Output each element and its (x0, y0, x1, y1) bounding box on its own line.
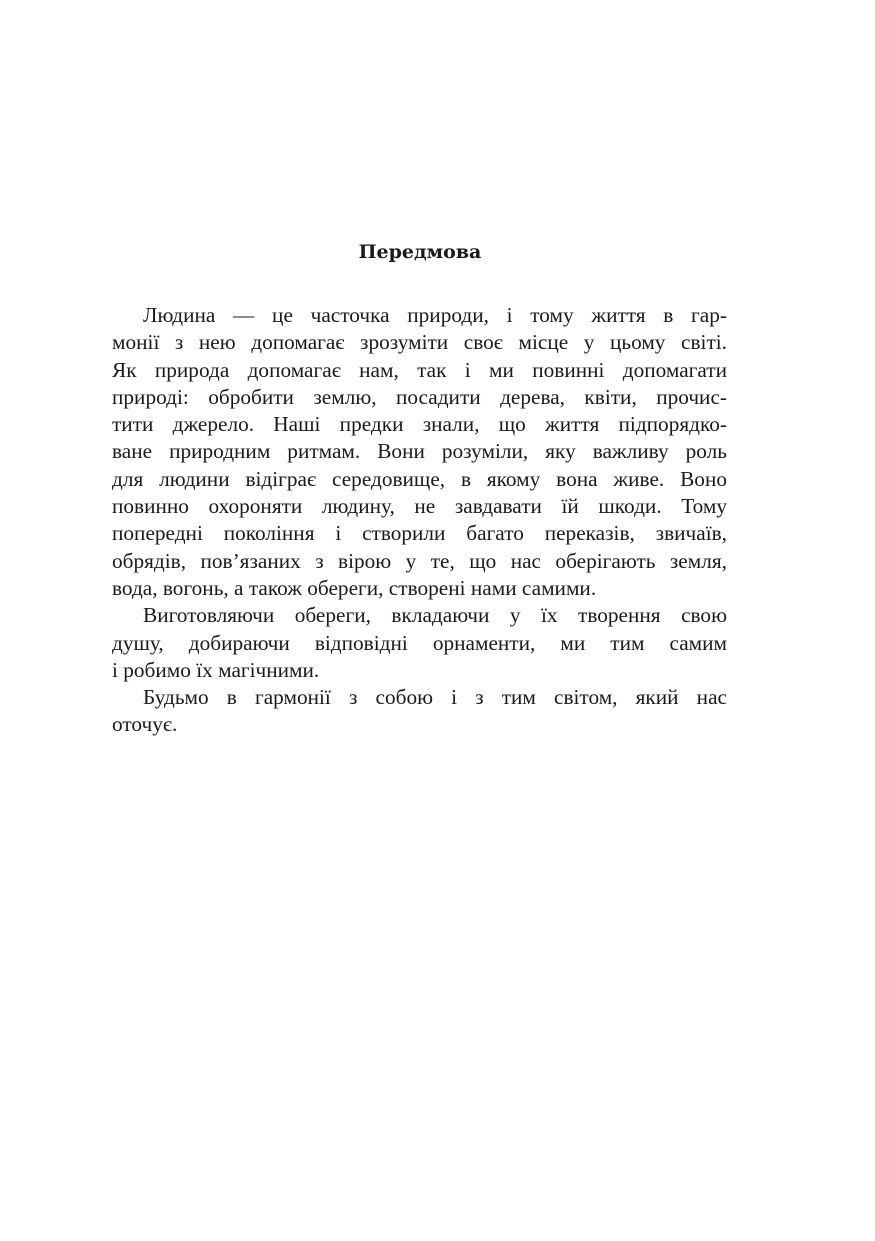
text-line: тити джерело. Наші предки знали, що життя підпорядко- (112, 412, 727, 437)
text-line: повинно охороняти людину, не завдавати їй шкоди. Тому (112, 494, 727, 519)
text-line: Виготовляючи обереги, вкладаючи у їх творення свою (143, 603, 727, 628)
text-line: оточує. (112, 712, 178, 737)
text-line: душу, добираючи відповідні орнаменти, ми тим самим (112, 630, 727, 655)
page-title: Передмова (358, 241, 482, 263)
text-line: і робимо їх магічними. (112, 657, 320, 682)
text-line: Як природа допомагає нам, так і ми повинні допомагати (112, 357, 727, 382)
text-line: Людина — це часточка природи, і тому життя в гар- (143, 303, 727, 327)
text-line: природі: обробити землю, посадити дерева, квіти, прочис- (112, 384, 727, 409)
text-line: попередні покоління і створили багато переказів, звичаїв, (112, 521, 727, 546)
text-line: Будьмо в гармонії з собою і з тим світом, який нас (143, 685, 727, 710)
text-line: монії з нею допомагає зрозуміти своє місце у цьому світі. (112, 330, 727, 355)
text-line: ване природним ритмам. Вони розуміли, яку важливу роль (112, 439, 727, 464)
preface-text (112, 302, 727, 739)
text-line: обрядів, пов’язаних з вірою у те, що нас оберігають земля, (112, 548, 727, 573)
text-line: для людини відіграє середовище, в якому вона живе. Воно (112, 466, 727, 491)
text-line: вода, вогонь, а також обереги, створені нами самими. (112, 575, 597, 600)
